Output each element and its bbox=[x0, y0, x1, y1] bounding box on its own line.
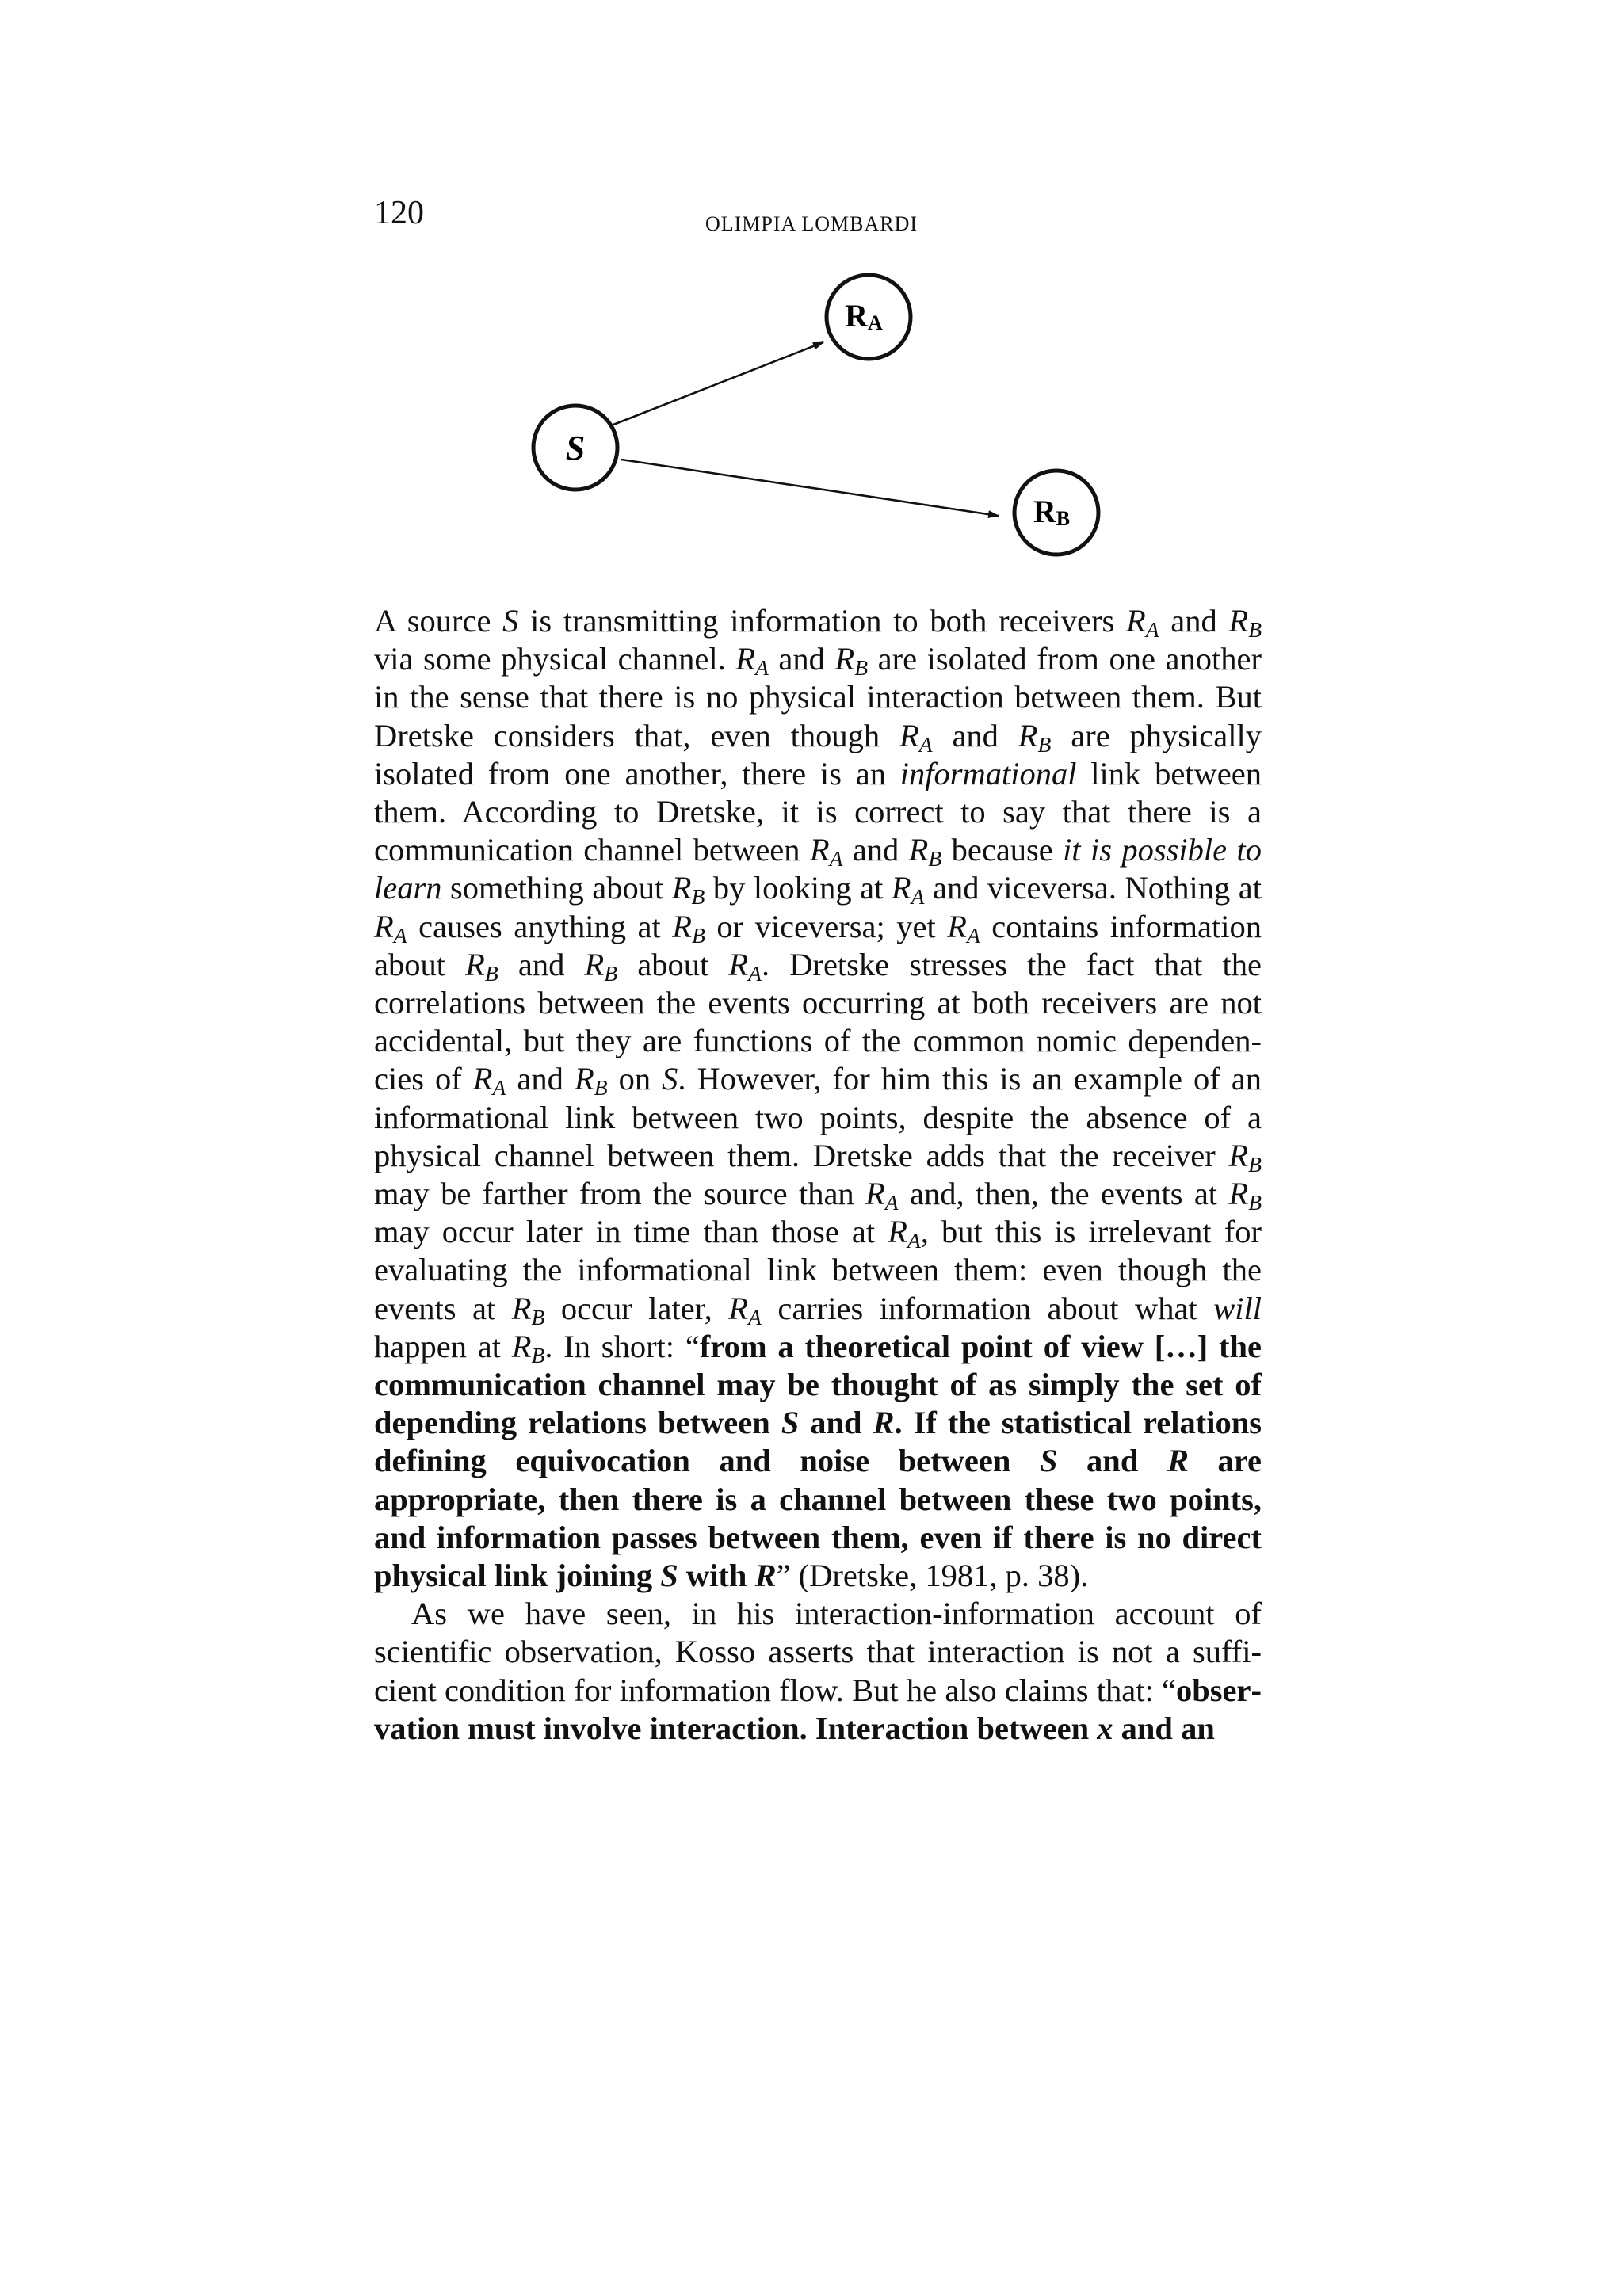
text-run: ” (Dretske, 1981, p. 38). bbox=[776, 1558, 1089, 1594]
text-run: . If the statistical relations defining equivocation and noise between bbox=[374, 1405, 1262, 1479]
text-run: occur later, bbox=[544, 1290, 729, 1326]
text-run: will bbox=[1213, 1290, 1262, 1326]
text-run: S bbox=[1039, 1443, 1058, 1479]
text-run: . In short: “ bbox=[544, 1328, 700, 1364]
math-symbol: $R_B$ bbox=[1228, 1137, 1262, 1177]
text-run: and bbox=[506, 1061, 575, 1097]
math-symbol: $R_A$ bbox=[947, 908, 980, 948]
text-run: are physically isolated from one another, there is an bbox=[374, 717, 1262, 791]
text-run: R bbox=[754, 1558, 777, 1594]
text-run: and bbox=[498, 946, 585, 982]
text-run: informational bbox=[899, 755, 1077, 791]
text-run: from a theoretical point of view […] the communication channel may be thought of as simply the set of depending relations between bbox=[374, 1328, 1262, 1441]
text-run: something about bbox=[441, 870, 672, 906]
node-s-label: S bbox=[565, 429, 586, 467]
paragraph-2 bbox=[374, 1595, 1262, 1748]
text-run: with bbox=[678, 1558, 755, 1594]
node-ra-subscript: A bbox=[868, 311, 883, 334]
node-rb-label: R bbox=[1033, 494, 1056, 529]
text-run: and bbox=[768, 641, 835, 677]
math-symbol: $R_B$ bbox=[1018, 717, 1052, 757]
text-run: and bbox=[799, 1405, 873, 1441]
paragraph-1 bbox=[374, 602, 1262, 1595]
text-run: happen at bbox=[374, 1328, 512, 1364]
math-symbol: $R_A$ bbox=[899, 717, 933, 757]
text-run: S bbox=[781, 1405, 800, 1441]
node-rb-subscript: B bbox=[1056, 507, 1071, 530]
text-run: x bbox=[1097, 1710, 1113, 1746]
text-run: S bbox=[660, 1558, 678, 1594]
page-number: 120 bbox=[374, 195, 424, 231]
math-symbol: $R_B$ bbox=[1228, 1176, 1262, 1215]
text-run: R bbox=[873, 1405, 895, 1441]
text-run: S bbox=[502, 603, 519, 639]
edge-s-to-ra bbox=[613, 342, 823, 425]
math-symbol: $R_B$ bbox=[834, 641, 869, 681]
text-run: by looking at bbox=[705, 870, 892, 906]
text-run: are appropriate, then there is a channel between these two points, and information passes between them, even if there is no direct physical link joining bbox=[374, 1443, 1262, 1594]
text-run: may occur later in time than those at bbox=[374, 1214, 888, 1250]
math-symbol: $R_A$ bbox=[1125, 603, 1159, 642]
text-run: is transmitting information to both receivers bbox=[518, 603, 1126, 639]
text-run: observation must involve interaction. Interaction between bbox=[374, 1672, 1262, 1746]
text-run: R bbox=[1167, 1443, 1189, 1479]
text-run: contains information about bbox=[374, 908, 1262, 982]
text-run: because bbox=[941, 832, 1064, 868]
text-run: and bbox=[1057, 1443, 1167, 1479]
text-run: link between them. According to Dretske, it is correct to say that there is a communication channel between bbox=[374, 755, 1262, 868]
text-run: about bbox=[617, 946, 729, 982]
diagram-figure bbox=[0, 0, 1623, 586]
text-run: and bbox=[1159, 603, 1229, 639]
text-run: S bbox=[662, 1061, 678, 1097]
body-text bbox=[374, 602, 1262, 1748]
text-run: As we have seen, in his interaction-information account of scientific observation, Kosso asserts that interaction is not a sufficient condition for information flow. But he also claims that: “ bbox=[374, 1596, 1262, 1708]
text-run: it is possible to learn bbox=[374, 832, 1262, 906]
text-run: A source bbox=[374, 603, 503, 639]
text-run: , but this is irrelevant for evaluating the informational link between them: even though the events at bbox=[374, 1214, 1262, 1326]
math-symbol: $R_A$ bbox=[728, 1290, 762, 1329]
text-run: and an bbox=[1113, 1710, 1215, 1746]
math-symbol: $R_B$ bbox=[672, 908, 705, 948]
math-symbol: $R_B$ bbox=[671, 870, 705, 910]
text-run: may be farther from the source than bbox=[374, 1176, 866, 1212]
node-rb bbox=[1014, 471, 1098, 555]
text-run: causes anything at bbox=[407, 908, 673, 944]
text-run: and viceversa. Nothing at bbox=[924, 870, 1262, 906]
text-run: via some physical channel. bbox=[374, 641, 736, 677]
math-symbol: $R_A$ bbox=[728, 946, 762, 986]
text-run: are isolated from one another in the sense that there is no physical interaction between them. But Dretske considers that, even though bbox=[374, 641, 1262, 753]
math-symbol: $R_A$ bbox=[888, 1214, 921, 1253]
math-symbol: $R_B$ bbox=[1228, 603, 1262, 642]
text-run: and, then, the events at bbox=[898, 1176, 1229, 1212]
text-run: . However, for him this is an example of an informational link between two points, despite the absence of a physical channel between them. Dretske adds that the receiver bbox=[374, 1061, 1262, 1173]
math-symbol: $R_A$ bbox=[735, 641, 769, 681]
text-run: and bbox=[842, 832, 909, 868]
math-symbol: $R_A$ bbox=[809, 832, 843, 871]
math-symbol: $R_B$ bbox=[511, 1328, 545, 1367]
math-symbol: $R_B$ bbox=[465, 946, 498, 986]
math-symbol: $R_A$ bbox=[891, 870, 925, 910]
math-symbol: $R_B$ bbox=[908, 832, 942, 871]
edge-s-to-rb bbox=[621, 460, 999, 516]
text-run: or viceversa; yet bbox=[705, 908, 948, 944]
node-s bbox=[533, 406, 617, 490]
text-run: carries information about what bbox=[761, 1290, 1214, 1326]
math-symbol: $R_A$ bbox=[374, 908, 407, 948]
running-head: OLIMPIA LOMBARDI bbox=[705, 212, 918, 235]
node-ra bbox=[827, 275, 911, 359]
math-symbol: $R_B$ bbox=[511, 1290, 545, 1329]
node-ra-label: R bbox=[845, 298, 869, 334]
math-symbol: $R_B$ bbox=[574, 1061, 608, 1100]
math-symbol: $R_A$ bbox=[472, 1061, 506, 1100]
text-run: and bbox=[932, 717, 1018, 753]
text-run: . Dretske stresses the fact that the correlations between the events occurring at both receivers are not accidental, but they are functions of the common nomic dependencies of bbox=[374, 946, 1262, 1097]
text-run: on bbox=[607, 1061, 663, 1097]
math-symbol: $R_B$ bbox=[584, 946, 618, 986]
math-symbol: $R_A$ bbox=[865, 1176, 899, 1215]
